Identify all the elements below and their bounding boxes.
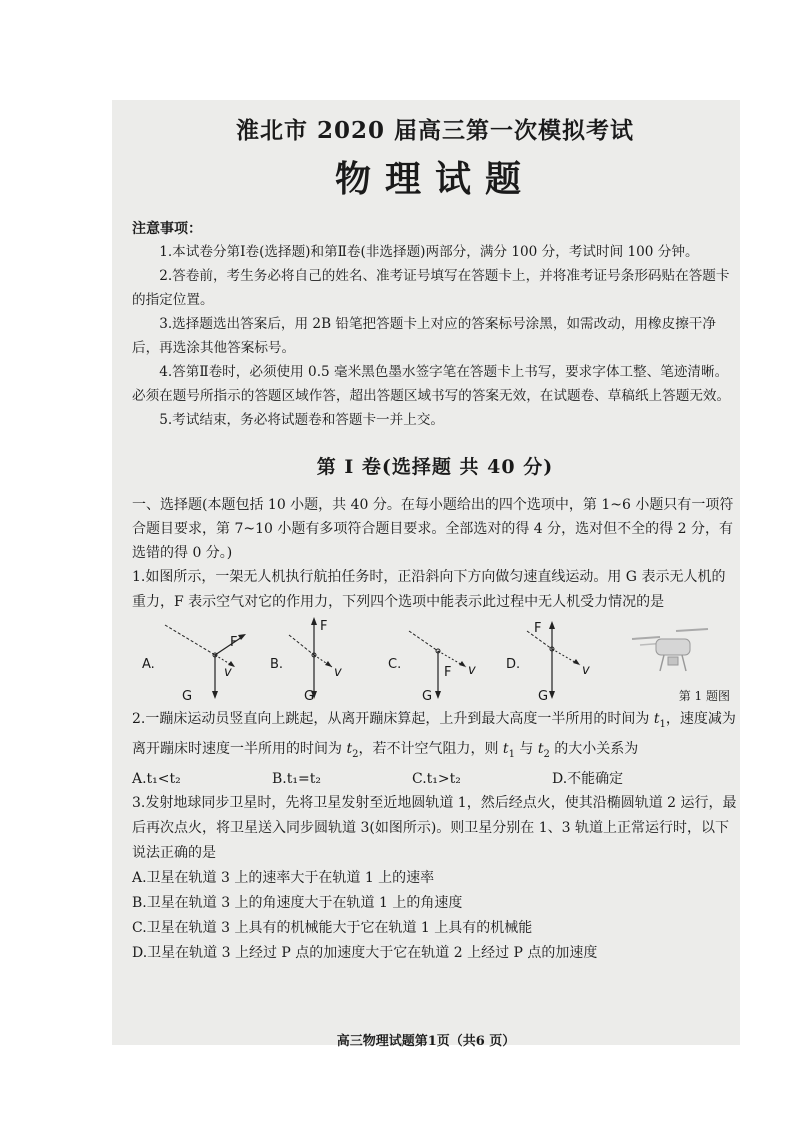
option-c: C.卫星在轨道 3 上具有的机械能大于它在轨道 1 上具有的机械能	[132, 919, 533, 936]
label-g-a: G	[182, 689, 193, 704]
force-diagram-c	[404, 617, 504, 703]
notice-section	[132, 218, 738, 432]
label-g-b: G	[304, 689, 315, 704]
subject-title: 物理试题	[334, 158, 535, 200]
label-v-b: v	[334, 665, 342, 680]
force-diagram-b	[284, 617, 384, 703]
question-2-options	[132, 767, 738, 791]
drone-icon	[626, 617, 716, 687]
option-a: A.t₁<t₂	[132, 770, 181, 787]
label-f-b: F	[320, 619, 328, 634]
option-d: D.不能确定	[552, 770, 624, 787]
label-f-c: F	[444, 665, 452, 680]
volume-title: 第 Ⅰ 卷(选择题 共 40 分)	[316, 456, 554, 478]
exam-title: 淮北市 2020 届高三第一次模拟考试	[235, 117, 635, 144]
notice-heading: 注意事项：	[132, 221, 202, 237]
question-3-stem: 3.发射地球同步卫星时，先将卫星发射至近地圆轨道 1，然后经点火，使其沿椭圆轨道 2 运行，最后再次点火，将卫星送入同步圆轨道 3(如图所示)。则卫星分别在 1、3 轨道上正常运行时，以下说法正确的是	[132, 794, 737, 861]
force-diagram-a	[160, 617, 260, 703]
notice-item: 2.答卷前，考生务必将自己的姓名、准考证号填写在答题卡上，并将准考证号条形码贴在答题卡的指定位置。	[132, 268, 730, 308]
figure-1-caption: 第 1 题图	[678, 689, 730, 703]
option-d: D.卫星在轨道 3 上经过 P 点的加速度大于它在轨道 2 上经过 P 点的加速度	[132, 944, 598, 961]
question-2-stem: 2.一蹦床运动员竖直向上跳起，从离开蹦床算起，上升到最大高度一半所用的时间为 $t_1$，速度减为离开蹦床时速度一半所用的时间为 $t_2$，若不计空气阻力，则 $t_1$ 与 $t_2$ 的大小关系为	[132, 711, 736, 760]
option-b: B.卫星在轨道 3 上的角速度大于在轨道 1 上的角速度	[132, 894, 463, 911]
option-a: A.卫星在轨道 3 上的速率大于在轨道 1 上的速率	[132, 869, 435, 886]
notice-item: 5.考试结束，务必将试题卷和答题卡一并上交。	[159, 412, 445, 428]
label-g-d: G	[538, 689, 549, 704]
label-g-c: G	[422, 689, 433, 704]
label-v-c: v	[468, 663, 476, 678]
notice-item: 3.选择题选出答案后，用 2B 铅笔把答题卡上对应的答案标号涂黑，如需改动，用橡皮擦干净后，再选涂其他答案标号。	[132, 316, 716, 356]
label-v-a: v	[224, 665, 232, 680]
option-b: B.t₁=t₂	[272, 770, 321, 787]
notice-item: 4.答第Ⅱ卷时，必须使用 0.5 毫米黑色墨水签字笔在答题卡上书写，要求字体工整、笔迹清晰。必须在题号所指示的答题区域作答，超出答题区域书写的答案无效，在试题卷、草稿纸上答题无效。	[132, 364, 731, 404]
page-footer: 高三物理试题第1页（共6 页）	[336, 1034, 516, 1049]
notice-item: 1.本试卷分第Ⅰ卷(选择题)和第Ⅱ卷(非选择题)两部分，满分 100 分，考试时间 100 分钟。	[159, 244, 699, 260]
page-content	[132, 112, 738, 966]
question-1-figures	[132, 617, 738, 703]
label-v-d: v	[582, 663, 590, 678]
label-f-a: F	[230, 635, 238, 650]
option-c-label: C.	[388, 657, 402, 672]
section-intro: 一、选择题(本题包括 10 小题，共 40 分。在每小题给出的四个选项中，第 1~6 小题只有一项符合题目要求，第 7~10 小题有多项符合题目要求。全部选对的得 4 分，选对但不全的得 2 分，有选错的得 0 分。)	[132, 497, 734, 561]
label-f-d: F	[534, 621, 542, 636]
option-d-label: D.	[506, 657, 521, 672]
option-b-label: B.	[270, 657, 284, 672]
question-1-stem: 1.如图所示，一架无人机执行航拍任务时，正沿斜向下方向做匀速直线运动。用 G 表示无人机的重力，F 表示空气对它的作用力，下列四个选项中能表示此过程中无人机受力情况的是	[132, 569, 726, 610]
option-c: C.t₁>t₂	[412, 770, 461, 787]
option-a-label: A.	[142, 657, 155, 672]
